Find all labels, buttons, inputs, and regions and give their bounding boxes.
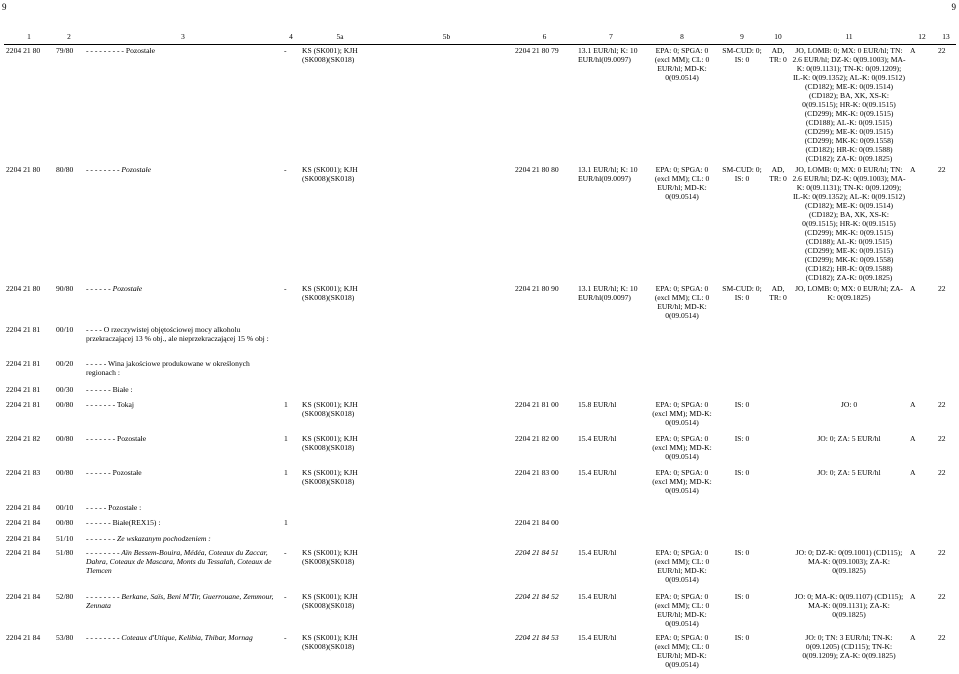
taric-suffix-cell: 00/30 [56, 385, 74, 394]
col5b-cell [380, 632, 513, 674]
preference-cell-2 [718, 324, 766, 358]
chapter-cell [936, 517, 956, 533]
supplementary-code-cell [300, 502, 380, 517]
taric-code-cell: 2204 21 80 90 [515, 284, 559, 293]
preference-cell-2: IS: 0 [734, 400, 750, 409]
description-cell: - - - - - - Białe : [86, 385, 133, 394]
category-cell: A [910, 400, 916, 409]
preference-cell-3: AD, TR: 0 [769, 165, 787, 183]
chapter-cell: 22 [938, 284, 946, 293]
third-country-duty-cell [576, 324, 646, 358]
chapter-cell: 22 [938, 548, 946, 557]
preference-cell-2: IS: 0 [734, 633, 750, 642]
supplementary-code-cell: KS (SK001); KJH (SK008)(SK018) [302, 548, 358, 566]
taric-code-cell [513, 384, 576, 399]
table-row [4, 324, 956, 358]
supplementary-code-cell [300, 533, 380, 547]
preference-cell-1: EPA: 0; SPGA: 0 (excl MM); MD-K: 0(09.0514) [652, 434, 712, 461]
category-cell [908, 324, 936, 358]
preference-cell-1 [646, 384, 718, 399]
indent-cell: 1 [284, 400, 288, 409]
table-row [4, 591, 956, 632]
col-header: 4 [282, 31, 300, 45]
category-cell: A [910, 548, 916, 557]
col-header: 2 [54, 31, 84, 45]
col5b-cell [380, 533, 513, 547]
preference-cell-1: EPA: 0; SPGA: 0 (excl MM); MD-K: 0(09.0514) [652, 468, 712, 495]
third-country-duty-cell: 15.8 EUR/hl [578, 400, 617, 409]
taric-suffix-cell: 52/80 [56, 592, 74, 601]
taric-code-cell: 2204 21 82 00 [515, 434, 559, 443]
taric-suffix-cell: 00/10 [56, 503, 74, 512]
cn-code-cell: 2204 21 81 [6, 325, 41, 334]
description-cell: - - - - - - - - - Pozostałe [86, 46, 155, 55]
cn-code-cell: 2204 21 84 [6, 518, 41, 527]
col-header: 8 [646, 31, 718, 45]
table-row [4, 502, 956, 517]
taric-code-cell: 2204 21 80 80 [515, 165, 559, 174]
chapter-cell: 22 [938, 633, 946, 642]
preference-cell-4: JO: 0; ZA: 5 EUR/hl [817, 468, 881, 477]
cn-code-cell: 2204 21 80 [6, 46, 41, 55]
description-cell: - - - - - - Pozostałe [86, 284, 143, 293]
taric-suffix-cell: 00/20 [56, 359, 74, 368]
taric-suffix-cell: 79/80 [56, 46, 74, 55]
preference-cell-2: IS: 0 [734, 468, 750, 477]
supplementary-code-cell [300, 517, 380, 533]
third-country-duty-cell [576, 533, 646, 547]
third-country-duty-cell [576, 502, 646, 517]
category-cell: A [910, 468, 916, 477]
preference-cell-1: EPA: 0; SPGA: 0 (excl MM); MD-K: 0(09.0514) [652, 400, 712, 427]
description-cell: - - - - - - - Pozostałe [86, 434, 147, 443]
cn-code-cell: 2204 21 81 [6, 400, 41, 409]
third-country-duty-cell: 13.1 EUR/hl; K: 10 EUR/hl(09.0097) [578, 46, 638, 64]
preference-cell-2 [718, 517, 766, 533]
chapter-cell: 22 [938, 400, 946, 409]
indent-cell [282, 358, 300, 384]
category-cell: A [910, 284, 916, 293]
col5b-cell [380, 591, 513, 632]
description-cell: - - - - - - Białe(REX15) : [86, 518, 161, 527]
taric-suffix-cell: 00/80 [56, 400, 74, 409]
preference-cell-2: SM-CUD: 0; IS: 0 [722, 165, 762, 183]
preference-cell-1 [646, 502, 718, 517]
chapter-cell: 22 [938, 46, 946, 55]
col-header: 6 [513, 31, 576, 45]
preference-cell-3 [766, 433, 790, 467]
chapter-cell [936, 502, 956, 517]
preference-cell-2 [718, 358, 766, 384]
chapter-cell [936, 324, 956, 358]
chapter-cell [936, 533, 956, 547]
preference-cell-2: SM-CUD: 0; IS: 0 [722, 46, 762, 64]
preference-cell-1: EPA: 0; SPGA: 0 (excl MM); CL: 0 EUR/hl; MD-K: 0(09.0514) [654, 548, 710, 584]
cn-code-cell: 2204 21 84 [6, 548, 41, 557]
preference-cell-1: EPA: 0; SPGA: 0 (excl MM); CL: 0 EUR/hl; MD-K: 0(09.0514) [654, 284, 710, 320]
taric-code-cell [513, 533, 576, 547]
col5b-cell [380, 399, 513, 433]
taric-code-cell [513, 358, 576, 384]
third-country-duty-cell [576, 517, 646, 533]
col-header: 3 [84, 31, 282, 45]
cn-code-cell: 2204 21 81 [6, 385, 41, 394]
indent-cell: 1 [284, 468, 288, 477]
preference-cell-4: JO: 0; DZ-K: 0(09.1001) (CD115); MA-K: 0(09.1003); ZA-K: 0(09.1825) [795, 548, 903, 575]
preference-cell-3 [766, 517, 790, 533]
preference-cell-2 [718, 502, 766, 517]
taric-suffix-cell: 80/80 [56, 165, 74, 174]
description-cell: - - - - - Pozostałe : [86, 503, 142, 512]
cn-code-cell: 2204 21 82 [6, 434, 41, 443]
third-country-duty-cell: 13.1 EUR/hl; K: 10 EUR/hl(09.0097) [578, 284, 638, 302]
col5b-cell [380, 283, 513, 324]
category-cell: A [910, 434, 916, 443]
supplementary-code-cell: KS (SK001); KJH (SK008)(SK018) [302, 165, 358, 183]
cn-code-cell: 2204 21 80 [6, 165, 41, 174]
indent-cell [282, 324, 300, 358]
preference-cell-4: JO, LOMB: 0; MX: 0 EUR/hl; ZA-K: 0(09.1825) [795, 284, 903, 302]
description-cell: - - - - - - Pozostałe [86, 468, 142, 477]
taric-suffix-cell: 00/80 [56, 468, 74, 477]
supplementary-code-cell: KS (SK001); KJH (SK008)(SK018) [302, 284, 358, 302]
chapter-cell: 22 [938, 165, 946, 174]
taric-code-cell: 2204 21 84 51 [515, 548, 559, 557]
chapter-cell: 22 [938, 468, 946, 477]
supplementary-code-cell: KS (SK001); KJH (SK008)(SK018) [302, 400, 358, 418]
preference-cell-3 [766, 533, 790, 547]
tariff-table [4, 31, 956, 674]
category-cell: A [910, 592, 916, 601]
taric-code-cell: 2204 21 80 79 [515, 46, 559, 55]
supplementary-code-cell: KS (SK001); KJH (SK008)(SK018) [302, 46, 358, 64]
table-row [4, 283, 956, 324]
table-row [4, 399, 956, 433]
column-header-row [4, 31, 956, 45]
preference-cell-4 [790, 358, 908, 384]
description-cell: - - - - O rzeczywistej objętościowej mocy alkoholu przekraczającej 13 % obj., ale nieprzekraczającej 15 % obj : [86, 325, 269, 343]
taric-suffix-cell: 00/80 [56, 518, 74, 527]
table-row [4, 533, 956, 547]
preference-cell-4 [790, 384, 908, 399]
preference-cell-3 [766, 467, 790, 502]
supplementary-code-cell [300, 384, 380, 399]
description-cell: - - - - - - - - Coteaux d'Utique, Kelibia, Thibar, Mornag [86, 633, 253, 642]
preference-cell-4 [790, 533, 908, 547]
preference-cell-2: SM-CUD: 0; IS: 0 [722, 284, 762, 302]
preference-cell-4 [790, 324, 908, 358]
taric-code-cell: 2204 21 84 52 [515, 592, 559, 601]
taric-code-cell: 2204 21 83 00 [515, 468, 559, 477]
preference-cell-4: JO, LOMB: 0; MX: 0 EUR/hl; TN: 2.6 EUR/hl; DZ-K: 0(09.1003); MA-K: 0(09.1131); TN-K: 0(09.1209); IL-K: 0(09.1352); AL-K: 0(09.1512) (CD182); ME-K: 0(09.1514) (CD182); BA, XK, XS-K: 0(09.1515); HR-K: 0(09.1515) (CD299); MK-K: 0(09.1515) (CD188); AL-K: 0(09.1515) (CD299); ME-K: 0(09.1515) (CD299); MK-K: 0(09.1558) (CD182); HR-K: 0(09.1588) (CD182); ZA-K: 0(09.1825) [792, 165, 906, 282]
indent-cell: 1 [284, 434, 288, 443]
category-cell: A [910, 46, 916, 55]
col-header: 1 [4, 31, 54, 45]
indent-cell: - [284, 548, 287, 557]
taric-suffix-cell: 00/80 [56, 434, 74, 443]
preference-cell-3: AD, TR: 0 [769, 46, 787, 64]
col5b-cell [380, 467, 513, 502]
third-country-duty-cell: 15.4 EUR/hl [578, 633, 617, 642]
col5b-cell [380, 164, 513, 283]
taric-code-cell [513, 502, 576, 517]
supplementary-code-cell [300, 324, 380, 358]
indent-cell: - [284, 633, 287, 642]
preference-cell-3 [766, 384, 790, 399]
indent-cell: - [284, 165, 287, 174]
indent-cell [282, 384, 300, 399]
third-country-duty-cell [576, 358, 646, 384]
third-country-duty-cell: 15.4 EUR/hl [578, 548, 617, 557]
table-row [4, 467, 956, 502]
taric-suffix-cell: 90/80 [56, 284, 74, 293]
taric-suffix-cell: 00/10 [56, 325, 74, 334]
chapter-cell [936, 358, 956, 384]
col-header: 7 [576, 31, 646, 45]
preference-cell-3 [766, 358, 790, 384]
taric-suffix-cell: 53/80 [56, 633, 74, 642]
indent-cell: 1 [284, 518, 288, 527]
page-number-left: 9 [2, 2, 7, 12]
col5b-cell [380, 358, 513, 384]
table-row [4, 45, 956, 165]
preference-cell-1 [646, 517, 718, 533]
indent-cell [282, 502, 300, 517]
description-cell: - - - - - - - - Pozostałe [86, 165, 151, 174]
preference-cell-4: JO: 0 [840, 400, 858, 409]
page-number-right: 9 [951, 2, 956, 12]
col5b-cell [380, 433, 513, 467]
cn-code-cell: 2204 21 84 [6, 503, 41, 512]
cn-code-cell: 2204 21 80 [6, 284, 41, 293]
preference-cell-2: IS: 0 [734, 592, 750, 601]
preference-cell-2 [718, 384, 766, 399]
chapter-cell: 22 [938, 592, 946, 601]
table-row [4, 384, 956, 399]
table-row [4, 547, 956, 591]
supplementary-code-cell: KS (SK001); KJH (SK008)(SK018) [302, 434, 358, 452]
preference-cell-4 [790, 502, 908, 517]
description-cell: - - - - - - - - Aïn Bessem-Bouira, Médéa, Coteaux du Zaccar, Dahra, Coteaux de Mascara, Monts du Tessalah, Coteaux de Tlemcen [86, 548, 272, 575]
table-row [4, 164, 956, 283]
indent-cell: - [284, 284, 287, 293]
table-row [4, 517, 956, 533]
preference-cell-1: EPA: 0; SPGA: 0 (excl MM); CL: 0 EUR/hl; MD-K: 0(09.0514) [654, 165, 710, 201]
col5b-cell [380, 502, 513, 517]
supplementary-code-cell: KS (SK001); KJH (SK008)(SK018) [302, 633, 358, 651]
taric-suffix-cell: 51/80 [56, 548, 74, 557]
indent-cell: - [284, 46, 287, 55]
col-header: 10 [766, 31, 790, 45]
col-header: 11 [790, 31, 908, 45]
preference-cell-1: EPA: 0; SPGA: 0 (excl MM); CL: 0 EUR/hl; MD-K: 0(09.0514) [654, 46, 710, 82]
preference-cell-1 [646, 324, 718, 358]
preference-cell-3 [766, 632, 790, 674]
chapter-cell: 22 [938, 434, 946, 443]
preference-cell-1: EPA: 0; SPGA: 0 (excl MM); CL: 0 EUR/hl; MD-K: 0(09.0514) [654, 592, 710, 628]
preference-cell-3 [766, 502, 790, 517]
table-row [4, 433, 956, 467]
col5b-cell [380, 45, 513, 165]
cn-code-cell: 2204 21 83 [6, 468, 41, 477]
preference-cell-4: JO, LOMB: 0; MX: 0 EUR/hl; TN: 2.6 EUR/hl; DZ-K: 0(09.1003); MA-K: 0(09.1131); TN-K: 0(09.1209); IL-K: 0(09.1352); AL-K: 0(09.1512) (CD182); ME-K: 0(09.1514) (CD182); BA, XK, XS-K: 0(09.1515); HR-K: 0(09.1515) (CD299); MK-K: 0(09.1515) (CD188); AL-K: 0(09.1515) (CD299); ME-K: 0(09.1515) (CD299); MK-K: 0(09.1558) (CD182); HR-K: 0(09.1588) (CD182); ZA-K: 0(09.1825) [792, 46, 906, 163]
third-country-duty-cell: 13.1 EUR/hl; K: 10 EUR/hl(09.0097) [578, 165, 638, 183]
category-cell [908, 502, 936, 517]
description-cell: - - - - - - - - Berkane, Saïs, Beni M'Tir, Guerrouane, Zemmour, Zennata [86, 592, 274, 610]
col-header: 5a [300, 31, 380, 45]
taric-code-cell: 2204 21 84 53 [515, 633, 559, 642]
col-header: 12 [908, 31, 936, 45]
preference-cell-3 [766, 591, 790, 632]
col-header: 13 [936, 31, 956, 45]
table-row [4, 358, 956, 384]
category-cell [908, 384, 936, 399]
supplementary-code-cell: KS (SK001); KJH (SK008)(SK018) [302, 592, 358, 610]
preference-cell-4 [790, 517, 908, 533]
supplementary-code-cell [300, 358, 380, 384]
preference-cell-1 [646, 358, 718, 384]
taric-suffix-cell: 51/10 [56, 534, 74, 543]
preference-cell-2 [718, 533, 766, 547]
cn-code-cell: 2204 21 84 [6, 633, 41, 642]
preference-cell-4: JO: 0; MA-K: 0(09.1107) (CD115); MA-K: 0(09.1131); ZA-K: 0(09.1825) [794, 592, 904, 619]
category-cell [908, 517, 936, 533]
cn-code-cell: 2204 21 84 [6, 592, 41, 601]
preference-cell-2: IS: 0 [734, 548, 750, 557]
description-cell: - - - - - - - Tokaj [86, 400, 135, 409]
preference-cell-4: JO: 0; ZA: 5 EUR/hl [817, 434, 881, 443]
preference-cell-2: IS: 0 [734, 434, 750, 443]
third-country-duty-cell: 15.4 EUR/hl [578, 592, 617, 601]
col5b-cell [380, 324, 513, 358]
category-cell: A [910, 633, 916, 642]
cn-code-cell: 2204 21 84 [6, 534, 41, 543]
category-cell: A [910, 165, 916, 174]
preference-cell-4: JO: 0; TN: 3 EUR/hl; TN-K: 0(09.1205) (CD115); TN-K: 0(09.1209); ZA-K: 0(09.1825) [802, 633, 896, 660]
table-row [4, 632, 956, 674]
description-cell: - - - - - - - Ze wskazanym pochodzeniem : [86, 534, 211, 543]
preference-cell-3: AD, TR: 0 [769, 284, 787, 302]
chapter-cell [936, 384, 956, 399]
col5b-cell [380, 517, 513, 533]
taric-code-cell: 2204 21 84 00 [515, 518, 559, 527]
third-country-duty-cell: 15.4 EUR/hl [578, 468, 617, 477]
taric-code-cell [513, 324, 576, 358]
category-cell [908, 533, 936, 547]
cn-code-cell: 2204 21 81 [6, 359, 41, 368]
preference-cell-3 [766, 324, 790, 358]
description-cell: - - - - - Wina jakościowe produkowane w określonych regionach : [86, 359, 250, 377]
col5b-cell [380, 547, 513, 591]
taric-code-cell: 2204 21 81 00 [515, 400, 559, 409]
supplementary-code-cell: KS (SK001); KJH (SK008)(SK018) [302, 468, 358, 486]
category-cell [908, 358, 936, 384]
col5b-cell [380, 384, 513, 399]
third-country-duty-cell: 15.4 EUR/hl [578, 434, 617, 443]
preference-cell-1: EPA: 0; SPGA: 0 (excl MM); CL: 0 EUR/hl; MD-K: 0(09.0514) [654, 633, 710, 669]
preference-cell-3 [766, 547, 790, 591]
col-header: 5b [380, 31, 513, 45]
col-header: 9 [718, 31, 766, 45]
preference-cell-3 [766, 399, 790, 433]
preference-cell-1 [646, 533, 718, 547]
indent-cell: - [284, 592, 287, 601]
indent-cell [282, 533, 300, 547]
third-country-duty-cell [576, 384, 646, 399]
